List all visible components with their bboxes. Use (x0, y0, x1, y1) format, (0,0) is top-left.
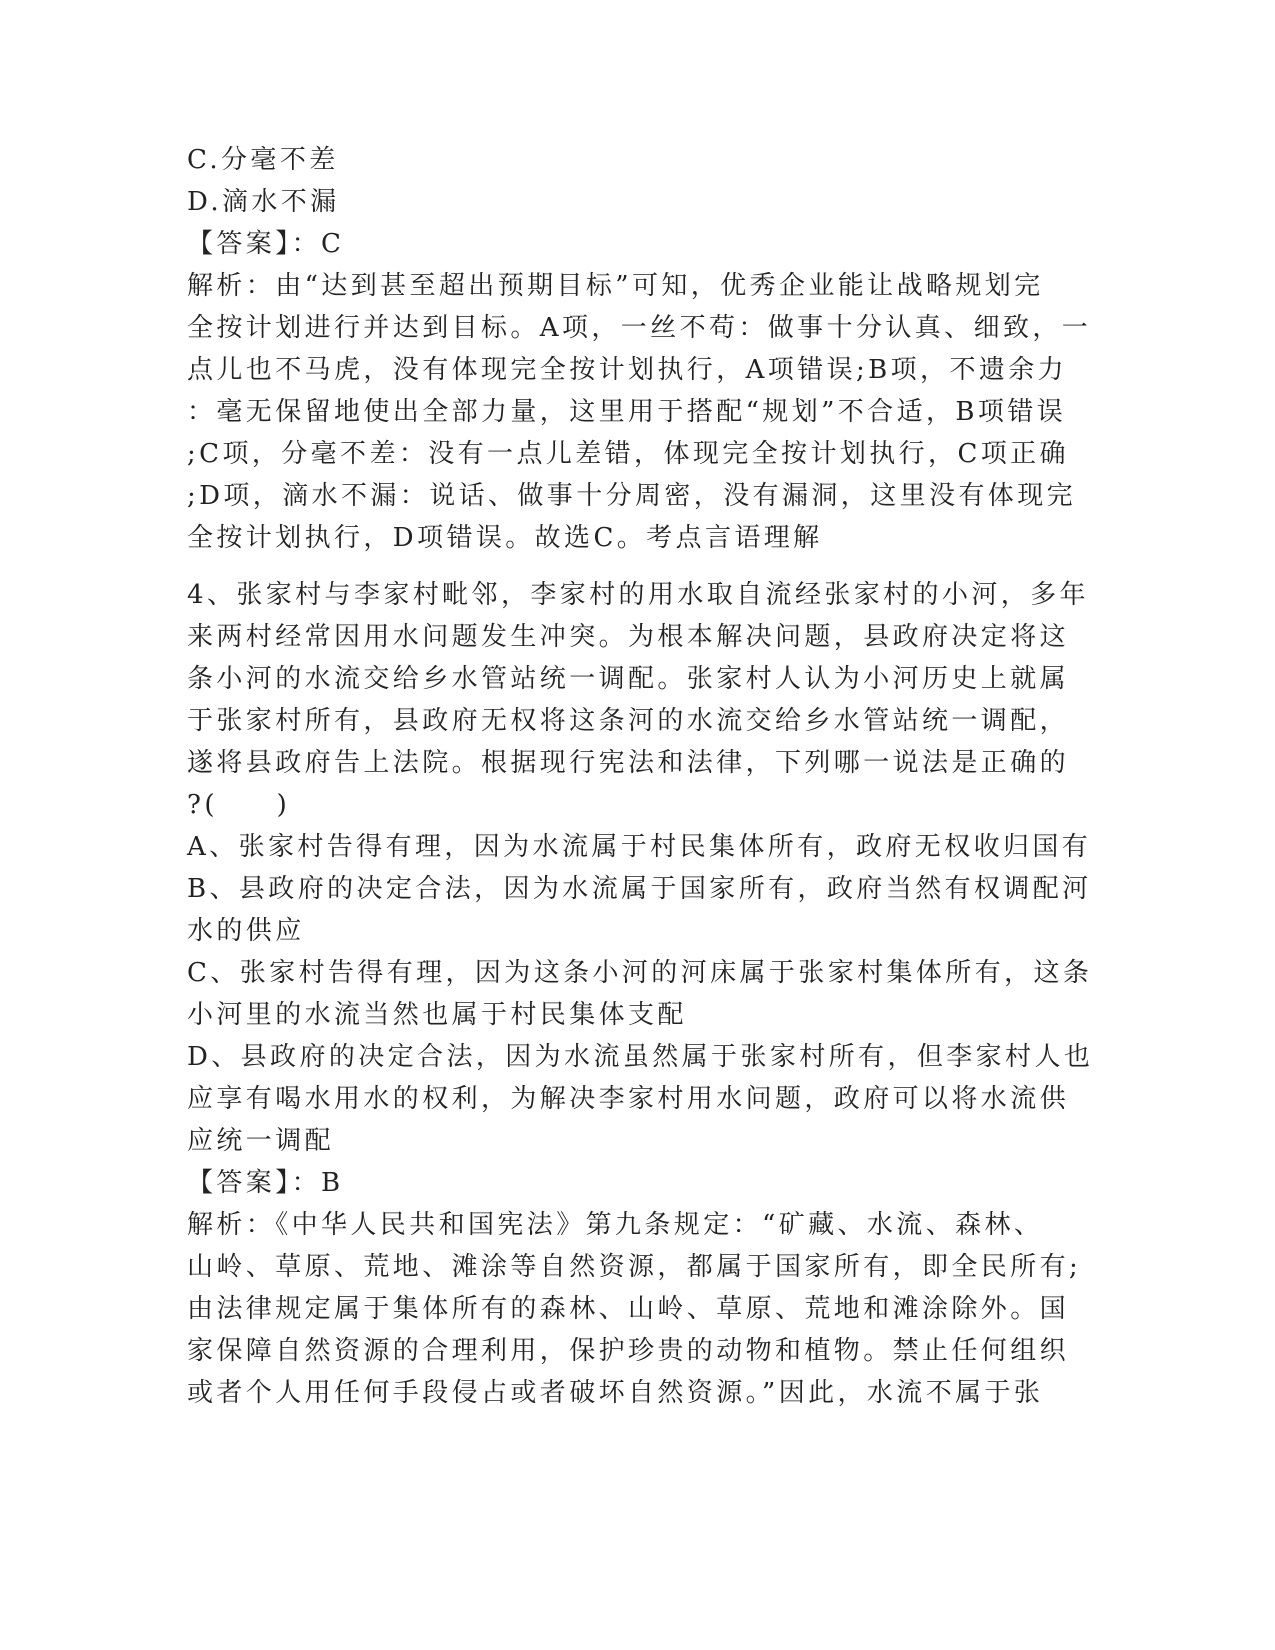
option-c: C、张家村告得有理，因为这条小河的河床属于张家村集体所有，这条 (187, 958, 1093, 988)
option-d-continued: 应享有喝水用水的权利，为解决李家村用水问题，政府可以将水流供 (187, 1084, 1070, 1114)
answer-line: 【答案】：C (187, 229, 345, 259)
question-stem-line: ?( ) (187, 790, 291, 820)
explanation-line: 解析：《中华人民共和国宪法》第九条规定：“矿藏、水流、森林、 (187, 1210, 1044, 1240)
option-d: D.滴水不漏 (187, 187, 340, 217)
question-stem-line: 遂将县政府告上法院。根据现行宪法和法律，下列哪一说法是正确的 (187, 748, 1070, 778)
option-b: B、县政府的决定合法，因为水流属于国家所有，政府当然有权调配河 (187, 874, 1092, 904)
explanation-line: ;D项，滴水不漏：说话、做事十分周密，没有漏洞，这里没有体现完 (187, 481, 1077, 511)
option-d: D、县政府的决定合法，因为水流虽然属于张家村所有，但李家村人也 (187, 1042, 1094, 1072)
answer-line: 【答案】：B (187, 1168, 344, 1198)
option-c-continued: 小河里的水流当然也属于村民集体支配 (187, 1000, 687, 1030)
explanation-line: 解析：由“达到甚至超出预期目标”可知，优秀企业能让战略规划完 (187, 271, 1044, 301)
explanation-line: 由法律规定属于集体所有的森林、山岭、草原、荒地和滩涂除外。国 (187, 1294, 1070, 1324)
explanation-line: 点儿也不马虎，没有体现完全按计划执行，A项错误;B项，不遗余力 (187, 355, 1068, 385)
option-a: A、张家村告得有理，因为水流属于村民集体所有，政府无权收归国有 (187, 832, 1092, 862)
explanation-line: 全按计划进行并达到目标。A项，一丝不苟：做事十分认真、细致，一 (187, 313, 1092, 343)
option-c: C.分毫不差 (187, 145, 339, 175)
explanation-line: 家保障自然资源的合理利用，保护珍贵的动物和植物。禁止任何组织 (187, 1336, 1070, 1366)
option-d-continued: 应统一调配 (187, 1126, 335, 1156)
question-stem-line: 条小河的水流交给乡水管站统一调配。张家村人认为小河历史上就属 (187, 664, 1070, 694)
explanation-line: 山岭、草原、荒地、滩涂等自然资源，都属于国家所有，即全民所有; (187, 1252, 1082, 1282)
option-b-continued: 水的供应 (187, 916, 305, 946)
question-stem-line: 于张家村所有，县政府无权将这条河的水流交给乡水管站统一调配， (187, 706, 1070, 736)
question-stem-line: 来两村经常因用水问题发生冲突。为根本解决问题，县政府决定将这 (187, 622, 1070, 652)
question-stem-line: 4、张家村与李家村毗邻，李家村的用水取自流经张家村的小河，多年 (187, 580, 1089, 610)
explanation-line: 全按计划执行，D项错误。故选C。考点言语理解 (187, 523, 823, 553)
explanation-line: ;C项，分毫不差：没有一点儿差错，体现完全按计划执行，C项正确 (187, 439, 1069, 469)
explanation-line: ：毫无保留地使出全部力量，这里用于搭配“规划”不合适，B项错误 (187, 397, 1067, 427)
explanation-line: 或者个人用任何手段侵占或者破坏自然资源。”因此，水流不属于张 (187, 1378, 1044, 1408)
